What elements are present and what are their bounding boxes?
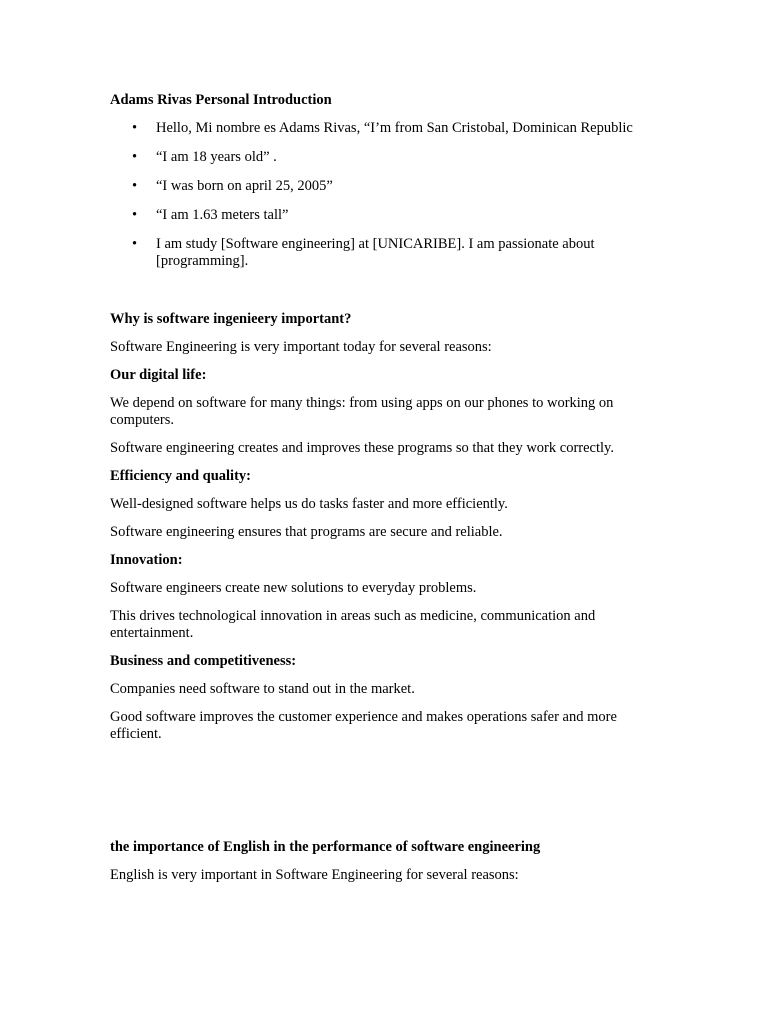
paragraph: Companies need software to stand out in the market.	[110, 681, 415, 697]
subsection-heading-innovation: Innovation:	[110, 552, 183, 568]
subsection-heading-efficiency: Efficiency and quality:	[110, 468, 251, 484]
bullet-icon: •	[132, 178, 138, 194]
paragraph: Software engineers create new solutions to everyday problems.	[110, 580, 477, 596]
bullet-text: “I am 1.63 meters tall”	[156, 207, 289, 223]
intro-bullet-list	[110, 120, 660, 270]
bullet-icon: •	[132, 120, 138, 136]
bullet-icon: •	[132, 149, 138, 165]
bullet-text: Hello, Mi nombre es Adams Rivas, “I’m from San Cristobal, Dominican Republic	[156, 120, 633, 136]
paragraph: Well-designed software helps us do tasks faster and more efficiently.	[110, 496, 508, 512]
paragraph: We depend on software for many things: from using apps on our phones to working on computers.	[110, 395, 614, 428]
bullet-text: “I was born on april 25, 2005”	[156, 178, 333, 194]
bullet-text: I am study [Software engineering] at [UNICARIBE]. I am passionate about [programming].	[156, 236, 595, 269]
list-item	[110, 120, 660, 137]
section-heading-english: the importance of English in the performance of software engineering	[110, 839, 541, 855]
paragraph: Good software improves the customer experience and makes operations safer and more efficient.	[110, 709, 617, 742]
list-item	[110, 207, 660, 224]
section-lead-why: Software Engineering is very important today for several reasons:	[110, 339, 492, 355]
subsection-heading-digital-life: Our digital life:	[110, 367, 207, 383]
section-heading-why: Why is software ingenieery important?	[110, 311, 352, 327]
bullet-icon: •	[132, 236, 138, 252]
list-item	[110, 178, 660, 195]
list-item	[110, 236, 660, 270]
document-body	[110, 92, 660, 884]
paragraph: Software engineering ensures that programs are secure and reliable.	[110, 524, 503, 540]
list-item	[110, 149, 660, 166]
subsection-heading-business: Business and competitiveness:	[110, 653, 297, 669]
bullet-text: “I am 18 years old” .	[156, 149, 277, 165]
paragraph: This drives technological innovation in areas such as medicine, communication and entertainment.	[110, 608, 596, 641]
paragraph: Software engineering creates and improves these programs so that they work correctly.	[110, 440, 614, 456]
bullet-icon: •	[132, 207, 138, 223]
intro-title: Adams Rivas Personal Introduction	[110, 92, 332, 108]
section-lead-english: English is very important in Software Engineering for several reasons:	[110, 867, 519, 883]
